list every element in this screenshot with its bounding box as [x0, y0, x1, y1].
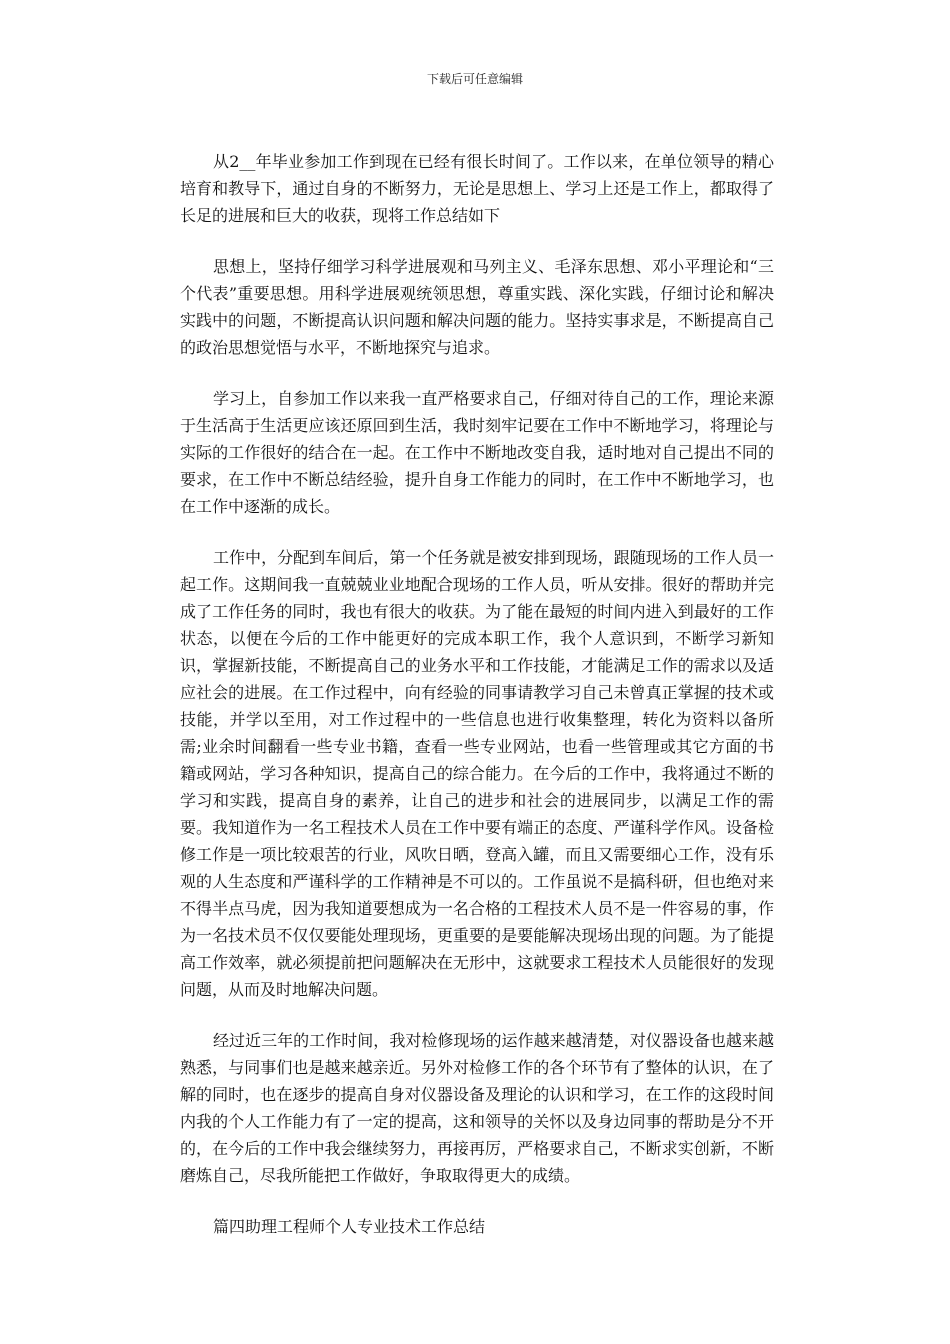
document-body — [180, 148, 774, 1240]
paragraph-study: 学习上，自参加工作以来我一直严格要求自己，仔细对待自己的工作，理论来源于生活高于生活更应该还原回到生活，我时刻牢记要在工作中不断地学习，将理论与实际的工作很好的结合在一起。在工作中不断地改变自我，适时地对自己提出不同的要求，在工作中不断总结经验，提升自身工作能力的同时，在工作中不断地学习，也在工作中逐渐的成长。 — [180, 389, 774, 516]
paragraph-work: 工作中，分配到车间后，第一个任务就是被安排到现场，跟随现场的工作人员一起工作。这期间我一直兢兢业业地配合现场的工作人员，听从安排。很好的帮助并完成了工作任务的同时，我也有很大的收获。为了能在最短的时间内进入到最好的工作状态，以便在今后的工作中能更好的完成本职工作，我个人意识到，不断学习新知识，掌握新技能，不断提高自己的业务水平和工作技能，才能满足工作的需求以及适应社会的进展。在工作过程中，向有经验的同事请教学习自己未曾真正掌握的技术或技能，并学以至用，对工作过程中的一些信息也进行收集整理，转化为资料以备所需;业余时间翻看一些专业书籍，查看一些专业网站，也看一些管理或其它方面的书籍或网站，学习各种知识，提高自己的综合能力。在今后的工作中，我将通过不断的学习和实践，提高自身的素养，让自己的进步和社会的进展同步，以满足工作的需要。我知道作为一名工程技术人员在工作中要有端正的态度、严谨科学作风。设备检修工作是一项比较艰苦的行业，风吹日晒，登高入罐，而且又需要细心工作，没有乐观的人生态度和严谨科学的工作精神是不可以的。工作虽说不是搞科研，但也绝对来不得半点马虎，因为我知道要想成为一名合格的工程技术人员不是一件容易的事，作为一名技术员不仅仅要能处理现场，更重要的是要能解决现场出现的问题。为了能提高工作效率，就必须提前把问题解决在无形中，这就要求工程技术人员能很好的发现问题，从而及时地解决问题。 — [180, 548, 774, 999]
section-title: 篇四助理工程师个人专业技术工作总结 — [213, 1217, 486, 1236]
page-header-note: 下载后可任意编辑 — [426, 72, 523, 86]
paragraph-summary: 经过近三年的工作时间，我对检修现场的运作越来越清楚，对仪器设备也越来越熟悉，与同事们也是越来越亲近。另外对检修工作的各个环节有了整体的认识，在了解的同时，也在逐步的提高自身对仪器设备及理论的认识和学习，在工作的这段时间内我的个人工作能力有了一定的提高，这和领导的关怀以及身边同事的帮助是分不开的，在今后的工作中我会继续努力，再接再厉，严格要求自己，不断求实创新，不断磨炼自己，尽我所能把工作做好，争取取得更大的成绩。 — [180, 1031, 774, 1185]
paragraph-thought: 思想上，坚持仔细学习科学进展观和马列主义、毛泽东思想、邓小平理论和“三个代表”重要思想。用科学进展观统领思想，尊重实践、深化实践，仔细讨论和解决实践中的问题，不断提高认识问题和解决问题的能力。坚持实事求是，不断提高自己的政治思想觉悟与水平，不断地探究与追求。 — [180, 257, 774, 357]
paragraph-intro: 从2__年毕业参加工作到现在已经有很长时间了。工作以来，在单位领导的精心培育和教导下，通过自身的不断努力，无论是思想上、学习上还是工作上，都取得了长足的进展和巨大的收获，现将工作总结如下 — [180, 152, 774, 225]
